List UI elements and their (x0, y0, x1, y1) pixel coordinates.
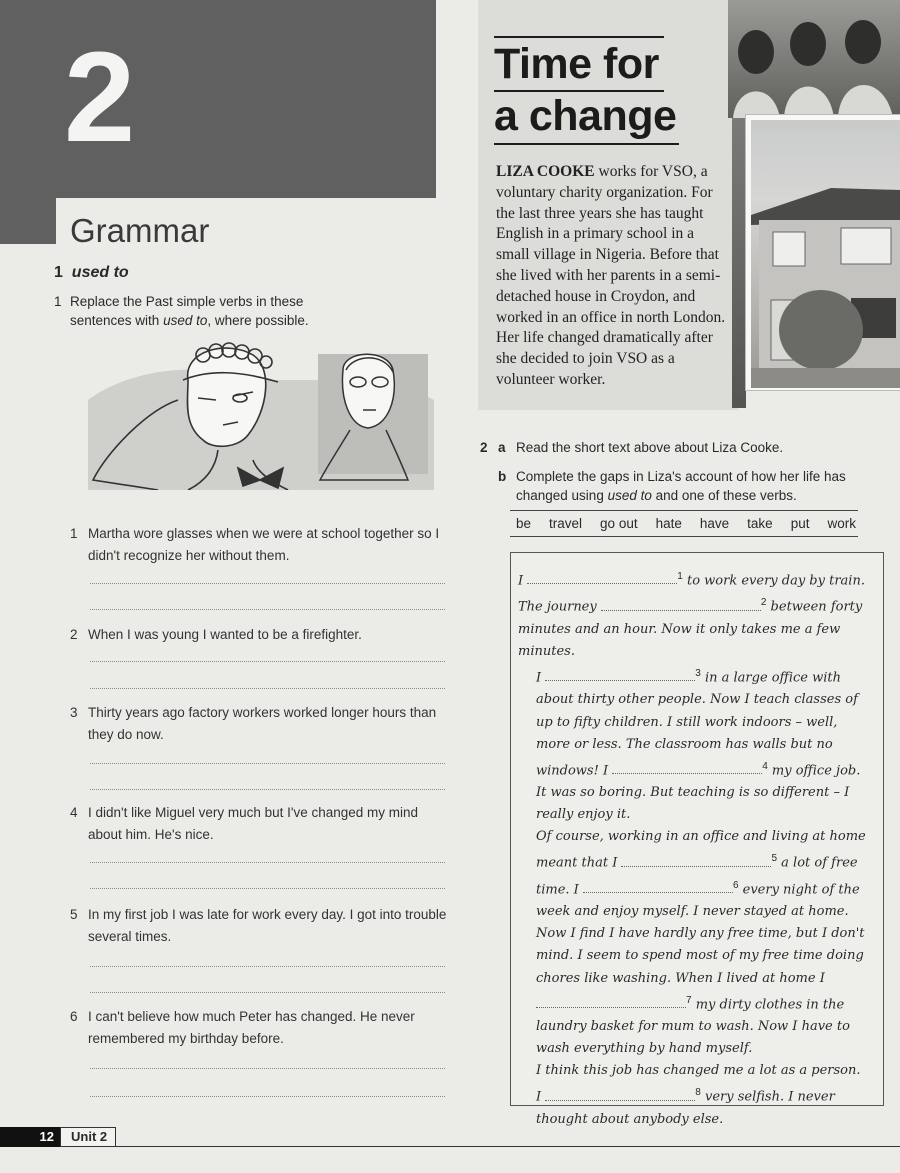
account-text: my dirty clothes in the laundry basket for mum to wash. Now I have to wash everything by hand myself. (536, 996, 850, 1057)
gap-number: 8 (695, 1087, 701, 1099)
item-number: 2 (70, 627, 78, 642)
page-number: 12 (0, 1127, 60, 1147)
footer-rule (116, 1146, 900, 1147)
account-paragraph-2 (518, 663, 868, 826)
two-women-illustration (88, 340, 434, 490)
gap-number: 3 (695, 668, 701, 680)
verb-box-rule-bottom (510, 536, 858, 537)
verb-list (516, 516, 856, 531)
exercise1-item-1 (70, 523, 450, 567)
gap-number: 1 (677, 571, 683, 582)
gap-6[interactable] (583, 880, 733, 893)
article-intro-text: works for VSO, a voluntary charity organization. For the last three years she has taught English in a primary school in a small village in Nigeria. Before that she lived with her parents in a semi-detached house in Croydon, and worked in an office in north London. Her life changed dramatically after she decided to join VSO as a volunteer worker. (496, 163, 726, 388)
exercise1-item-5 (70, 904, 450, 948)
gap-3[interactable] (545, 668, 695, 681)
grammar-strip (0, 198, 56, 244)
account-text: I (518, 573, 528, 589)
photo-house (746, 115, 900, 390)
article-person-name: LIZA COOKE (496, 163, 595, 180)
account-text: in a large office with about thirty other people. Now I teach classes of up to fifty children. I still work indoors – well, more or less. The classroom has walls but no windows! I (536, 670, 858, 779)
account-text: I (536, 670, 546, 686)
exercise1-item-6 (70, 1006, 450, 1050)
item-number: 3 (70, 705, 78, 720)
exercise1-number: 1 (54, 294, 62, 309)
account-paragraph-4 (518, 1060, 868, 1131)
answer-line[interactable] (90, 862, 445, 863)
answer-line[interactable] (90, 583, 445, 584)
grammar-heading (54, 264, 129, 282)
instruction-text-end: and one of these verbs. (651, 488, 797, 503)
account-text: every night of the week and enjoy myself. I never stayed at home. Now I find I have hardly any free time, but I don't mind. I seem to spend most of my free time doing chores like washing. When I lived at home I (536, 882, 865, 986)
item-text: When I was young I wanted to be a firefighter. (88, 627, 362, 642)
instruction-text: Complete the gaps in Liza's account of how her life has changed using (516, 469, 846, 503)
photo-edge (732, 118, 746, 408)
exercise2-number: 2 (480, 440, 488, 455)
exercise1-item-3 (70, 702, 450, 746)
gap-number: 2 (760, 597, 767, 609)
account-text: between forty minutes and an hour. Now it only takes me a few minutes. (518, 599, 863, 659)
instruction-emphasis: used to (607, 488, 652, 503)
account-paragraph-1 (518, 566, 868, 663)
grammar-topic: used to (71, 264, 129, 281)
answer-line[interactable] (90, 992, 445, 993)
title-rule-top (494, 36, 664, 38)
unit-label: Unit 2 (60, 1127, 116, 1147)
exercise1-item-4 (70, 802, 450, 846)
item-text: In my first job I was late for work every day. I got into trouble several times. (88, 907, 447, 944)
exercise2a-letter: a (498, 440, 506, 455)
answer-line[interactable] (90, 888, 445, 889)
account-text: I think this job has changed me a lot as a person. I (536, 1063, 861, 1105)
instruction-text: Replace the Past simple verbs in these sentences with (70, 294, 304, 328)
account-text: a lot of free time. I (536, 855, 858, 898)
item-text: I can't believe how much Peter has changed. He never remembered my birthday before. (88, 1009, 415, 1046)
gap-8[interactable] (545, 1088, 695, 1101)
verb-item: be (516, 516, 532, 531)
answer-line[interactable] (90, 966, 445, 967)
item-number: 1 (70, 526, 78, 541)
gap-number: 4 (762, 760, 768, 772)
gap-1[interactable] (527, 571, 677, 584)
account-text: very selfish. I never thought about anybody else. (536, 1089, 835, 1127)
item-text: I didn't like Miguel very much but I've changed my mind about him. He's nice. (88, 805, 419, 842)
answer-line[interactable] (90, 1096, 445, 1097)
answer-line[interactable] (90, 1068, 445, 1069)
item-number: 5 (70, 907, 78, 922)
title-rule-bottom (494, 143, 679, 145)
answer-line[interactable] (90, 763, 445, 764)
exercise2b-letter: b (498, 469, 507, 484)
gap-number: 7 (686, 994, 692, 1006)
verb-item: have (699, 516, 730, 531)
exercise1-item-2 (70, 624, 450, 646)
account-text: to work every day by train. The journey (518, 573, 865, 615)
exercise2a-instruction: Read the short text above about Liza Cooke. (516, 440, 784, 455)
gap-4[interactable] (612, 761, 762, 774)
verb-item: work (827, 516, 856, 531)
exercise2b-instruction (516, 467, 856, 505)
verb-item: put (790, 516, 810, 531)
verb-box-rule-top (510, 510, 858, 511)
account-text: my office job. It was so boring. But teaching is so different – I really enjoy it. (536, 763, 861, 823)
article-title-line1: Time for (494, 40, 659, 88)
verb-item: take (747, 516, 773, 531)
article-intro (496, 162, 728, 391)
item-number: 4 (70, 805, 78, 820)
answer-line[interactable] (90, 609, 445, 610)
answer-line[interactable] (90, 688, 445, 689)
article-title-line2: a change (494, 92, 677, 140)
account-paragraph-3 (518, 826, 868, 1060)
section-title: Grammar (70, 212, 210, 249)
unit-number: 2 (64, 26, 136, 169)
verb-item: hate (655, 516, 682, 531)
house-photo-graphic (751, 120, 900, 388)
instruction-text-end: , where possible. (207, 313, 309, 328)
instruction-emphasis: used to (163, 313, 208, 328)
children-photo-graphic (728, 0, 900, 118)
verb-item: go out (600, 516, 638, 531)
grammar-number: 1 (54, 264, 63, 281)
liza-account (518, 566, 868, 1131)
exercise1-instruction (54, 292, 354, 330)
photo-children (728, 0, 900, 118)
item-text: Martha wore glasses when we were at school together so I didn't recognize her without them. (88, 526, 440, 563)
house-photo-image (751, 120, 900, 388)
gap-2[interactable] (601, 598, 761, 611)
verb-item: travel (549, 516, 583, 531)
gap-number: 5 (771, 853, 778, 865)
gap-5[interactable] (621, 854, 771, 867)
item-text: Thirty years ago factory workers worked longer hours than they do now. (88, 705, 437, 742)
account-text: Of course, working in an office and living at home meant that I (536, 829, 866, 871)
gap-number: 6 (732, 879, 739, 891)
answer-line[interactable] (90, 789, 445, 790)
answer-line[interactable] (90, 661, 445, 662)
gap-7[interactable] (536, 995, 686, 1008)
item-number: 6 (70, 1009, 78, 1024)
